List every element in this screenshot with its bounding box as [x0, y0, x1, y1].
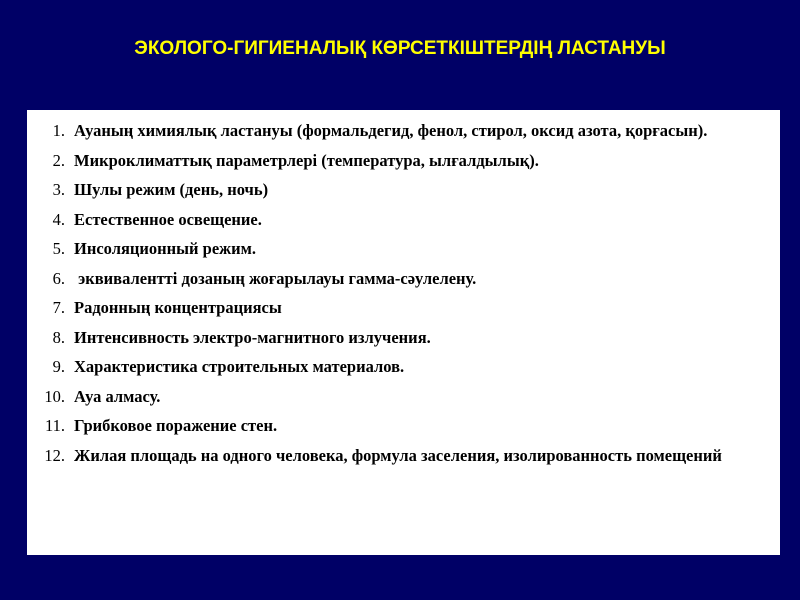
item-number: 9. [52, 357, 65, 376]
item-text: Ауаның химиялық ластануы (формальдегид, фенол, стирол, оксид азота, қорғасын). [74, 121, 708, 140]
list-item [27, 415, 780, 437]
item-number: 3. [52, 180, 65, 199]
item-text: Радонның концентрациясы [74, 298, 282, 317]
item-number: 10. [44, 386, 65, 406]
item-list [27, 120, 780, 474]
list-item [27, 445, 780, 467]
item-number: 11. [44, 416, 65, 435]
item-number: 1. [52, 121, 65, 140]
slide-title: ЭКОЛОГО-ГИГИЕНАЛЫҚ КӨРСЕТКІШТЕРДІҢ ЛАСТАНУЫ [134, 38, 666, 59]
item-text: Грибковое поражение стен. [74, 416, 278, 435]
list-item [27, 327, 780, 349]
item-number: 4. [52, 209, 65, 229]
item-text: эквивалентті дозаның жоғарылауы гамма-сәулелену. [74, 268, 477, 288]
list-item [27, 179, 780, 201]
item-text: Естественное освещение. [74, 209, 262, 229]
content-panel [27, 110, 780, 555]
item-text: Микроклиматтық параметрлері (температура, ылғалдылық). [74, 150, 539, 170]
item-number: 2. [52, 150, 65, 170]
list-item [27, 150, 780, 172]
item-text: Шулы режим (день, ночь) [74, 180, 269, 199]
item-number: 12. [44, 445, 65, 465]
item-number: 8. [52, 327, 65, 347]
list-item [27, 268, 780, 290]
list-item [27, 297, 780, 319]
list-item [27, 120, 780, 142]
list-item [27, 356, 780, 378]
item-text: Жилая площадь на одного человека, формула заселения, изолированность помещений [74, 445, 722, 465]
item-text: Ауа алмасу. [74, 386, 161, 406]
list-item [27, 238, 780, 260]
list-item [27, 209, 780, 231]
item-number: 7. [52, 298, 65, 317]
item-text: Интенсивность электро-магнитного излучения. [74, 327, 431, 347]
item-number: 6. [52, 268, 65, 288]
list-item [27, 386, 780, 408]
item-text: Инсоляционный режим. [74, 239, 257, 258]
item-text: Характеристика строительных материалов. [74, 357, 405, 376]
item-number: 5. [52, 239, 65, 258]
